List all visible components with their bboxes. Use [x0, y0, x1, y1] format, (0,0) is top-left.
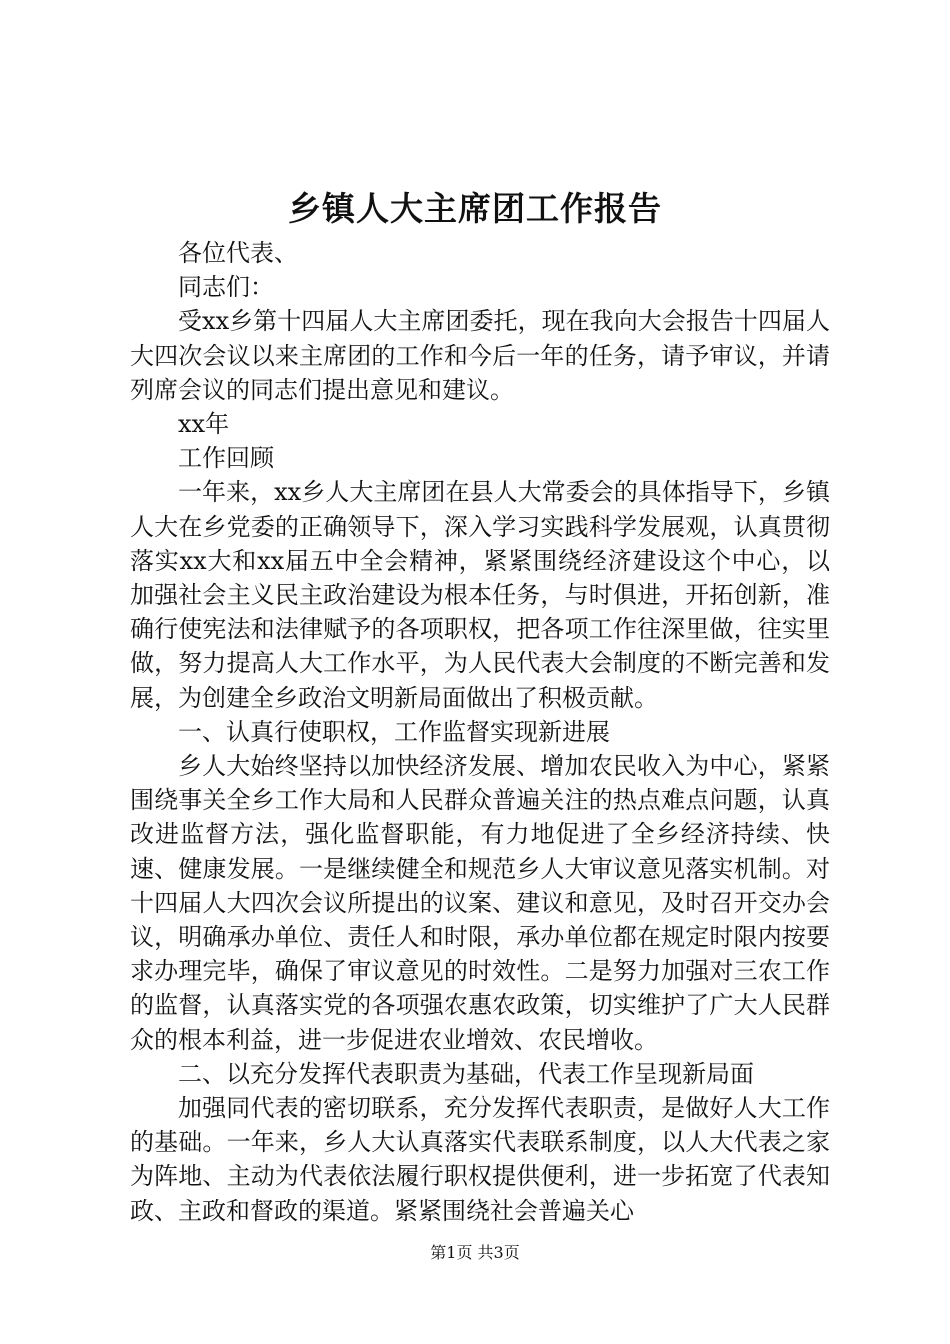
year-line: xx年	[178, 410, 230, 439]
body-paragraph: 乡人大始终坚持以加快经济发展、增加农民收入为中心，紧紧围绕事关全乡工作大局和人民群众普遍关注的热点难点问题，认真改进监督方法，强化监督职能，有力地促进了全乡经济持续、快速、健康发展。一是继续健全和规范乡人大审议意见落实机制。对十四届人大四次会议所提出的议案、建议和意见，及时召开交办会议，明确承办单位、责任人和时限，承办单位都在规定时限内按要求办理完毕，确保了审议意见的时效性。二是努力加强对三农工作的监督，认真落实党的各项强农惠农政策，切实维护了广大人民群众的根本利益，进一步促进农业增效、农民增收。	[130, 752, 830, 1054]
document-body	[130, 236, 830, 1228]
section-heading: 一、认真行使职权，工作监督实现新进展	[178, 717, 610, 746]
body-paragraph: 加强同代表的密切联系，充分发挥代表职责，是做好人大工作的基础。一年来，乡人大认真落实代表联系制度，以人大代表之家为阵地、主动为代表依法履行职权提供便利，进一步拓宽了代表知政、主政和督政的渠道。紧紧围绕社会普遍关心	[130, 1094, 830, 1225]
intro-paragraph: 受xx乡第十四届人大主席团委托，现在我向大会报告十四届人大四次会议以来主席团的工作和今后一年的任务，请予审议，并请列席会议的同志们提出意见和建议。	[130, 307, 830, 404]
section-heading: 工作回顾	[178, 444, 274, 473]
salutation-line: 各位代表、	[178, 239, 298, 267]
body-paragraph: 一年来，xx乡人大主席团在县人大常委会的具体指导下，乡镇人大在乡党委的正确领导下，深入学习实践科学发展观，认真贯彻落实xx大和xx届五中全会精神，紧紧围绕经济建设这个中心，以加强社会主义民主政治建设为根本任务，与时俱进，开拓创新，准确行使宪法和法律赋予的各项职权，把各项工作往深里做，往实里做，努力提高人大工作水平，为人民代表大会制度的不断完善和发展，为创建全乡政治文明新局面做出了积极贡献。	[130, 478, 830, 712]
page-number-footer: 第1页 共3页	[430, 1243, 520, 1262]
document-title: 乡镇人大主席团工作报告	[288, 189, 662, 228]
section-heading: 二、以充分发挥代表职责为基础，代表工作呈现新局面	[178, 1059, 754, 1088]
salutation-line: 同志们：	[178, 273, 274, 302]
